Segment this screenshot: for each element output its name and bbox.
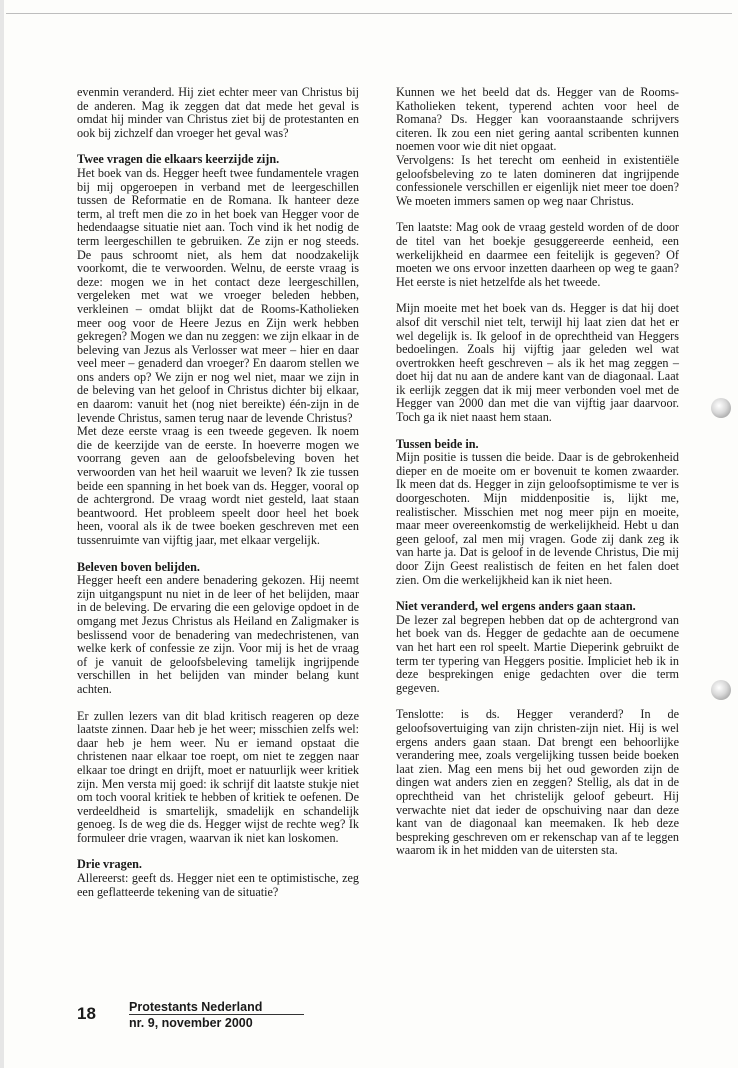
paragraph: De lezer zal begrepen hebben dat op de achtergrond van het boek van ds. Hegger de gedachte aan de oecumene van het hart een rol speelt. Martie Dieperink gebruikt de term ter typering van Heggers positie. Impliciet heb ik in deze besprekingen enige gedachten over die term gegeven. [396, 612, 679, 695]
right-column [396, 86, 679, 871]
section-heading-drie-vragen: Drie vragen. [77, 857, 142, 872]
left-column [77, 86, 359, 912]
intro-paragraph: evenmin veranderd. Hij ziet echter meer van Christus bij de anderen. Mag ik zeggen dat dat mede het geval is omdat hij minder van Christus ziet bij de protestanten en ook bij zichzelf dan vroeger het geval was? [77, 85, 359, 140]
scan-left-edge [0, 0, 4, 1068]
publication-issue: nr. 9, november 2000 [129, 1016, 253, 1030]
paragraph: Er zullen lezers van dit blad kritisch reageren op deze laatste zinnen. Daar heb je het weer; misschien zelfs wel: daar heb je hem weer. Nu er iemand opstaat die christenen naar elkaar toe roept, om niet te zeggen naar elkaar toe dringt en drijft, moet er natuurlijk weer kritiek zijn. Men versta mij goed: ik schrijf dit laatste stukje niet om toch vooral kritiek te hebben of kritiek te oefenen. De verdeeldheid is smartelijk, smadelijk en schandelijk genoeg. Is de weg die ds. Hegger wijst de rechte weg? Ik formuleer drie vragen, waarvan ik niet kan loskomen. [77, 708, 359, 845]
footer-rule [129, 1014, 304, 1015]
section-heading-tussen-beide: Tussen beide in. [396, 436, 479, 451]
punch-hole-upper [711, 398, 731, 418]
paragraph: Het boek van ds. Hegger heeft twee fundamentele vragen bij mij opgeroepen in verband met de leergeschillen tussen de Reformatie en de Romana. Ik hanteer deze term, al treft men die zo in het boek van Hegger voor de hedendaagse situatie niet aan. Toch vind ik het nodig de term leergeschillen te gebruiken. Ze zijn er nog steeds. De paus schroomt niet, als hem dat noodzakelijk voorkomt, die te verwoorden. Welnu, de eerste vraag is deze: mogen we in het contact deze leergeschillen, vergeleken met wat we vroeger beleden hebben, verkleinen – omdat blijkt dat de Rooms-Katholieken meer oog voor de Heere Jezus en Zijn werk hebben gekregen? Mogen we dan nu zeggen: we zijn elkaar in de beleving van Jezus als Verlosser wat meer – hier en daar veel meer – genaderd dan vroeger? En daarom stellen we ons anders op? We zijn er nog wel niet, maar we zijn in de beleving van het geloof in Christus dichter bij elkaar, en daarom: vanuit het (nog niet bereikte) één-zijn in de levende Christus, samen terug naar de levende Christus? [77, 165, 359, 425]
paragraph: Hegger heeft een andere benadering gekozen. Hij neemt zijn uitgangspunt nu niet in de leer of het belijden, maar in de beleving. De ervaring die een gelovige opdoet in de omgang met Jezus Christus als Heiland en Zaligmaker is beslissend voor de benadering van medechristenen, van welke kerk of confessie ze zijn. Voor mij is het de vraag of je vanuit de geloofsbeleving tamelijk ingrijpende verschillen in het belijden van minder belang kunt achten. [77, 573, 359, 696]
paragraph: Mijn positie is tussen die beide. Daar is de gebrokenheid dieper en de moeite om er bovenuit te komen zwaarder. Ik meen dat ds. Hegger in zijn geloofsoptimisme te ver is doorgeschoten. Mijn middenpositie is, lijkt me, realistischer. Misschien met nog meer pijn en moeite, maar meer overeenkomstig de werkelijkheid. Hebt u dan geen geloof, zal men mij vragen. Gode zij dank zeg ik van harte ja. Dat is geloof in de levende Christus, Die mij door Zijn Geest realistisch de feiten en het falen doet zien. Om die werkelijkheid kan ik niet heen. [396, 450, 679, 587]
page-number: 18 [77, 1004, 96, 1023]
paragraph: Vervolgens: Is het terecht om eenheid in existentiële geloofsbeleving zo te laten domineren dat ingrijpende confessionele verschillen er eigenlijk niet meer toe doen? We moeten immers samen op weg naar Christus. [396, 152, 679, 208]
paragraph: Met deze eerste vraag is een tweede gegeven. Ik noem die de keerzijde van de eerste. In hoeverre mogen we voorrang geven aan de geloofsbeleving boven het verwoorden van het heil waaruit we leven? Ik zie tussen beide een spanning in het boek van ds. Hegger, vooral op de achtergrond. De vraag wordt niet gesteld, laat staan beantwoord. Het probleem speelt door heel het boek heen, vooral als ik de twee boeken geschreven met een tussenruimte van vijftig jaar, met elkaar vergelijk. [77, 424, 359, 547]
section-heading-beleven: Beleven boven belijden. [77, 559, 200, 574]
paragraph: Allereerst: geeft ds. Hegger niet een te optimistische, zeg een geflatteerde tekening van de situatie? [77, 871, 359, 899]
section-heading-niet-veranderd: Niet veranderd, wel ergens anders gaan staan. [396, 599, 636, 614]
paragraph: Mijn moeite met het boek van ds. Hegger is dat hij doet alsof dit verschil niet telt, terwijl hij laat zien dat het er wel degelijk is. Ik geloof in de oprechtheid van Heggers bedoelingen. Zoals hij vijftig jaar geleden wel wat overtrokken heeft geschreven – als ik het mag zeggen – doet hij dat nu aan de andere kant van de diagonaal. Laat ik eerlijk zeggen dat ik mij meer verbonden voel met de Hegger van 2000 dan met die van vijftig jaar daarvoor. Toch ga ik niet naast hem staan. [396, 301, 679, 425]
publication-name: Protestants Nederland [129, 1000, 263, 1014]
section-heading-twee-vragen: Twee vragen die elkaars keerzijde zijn. [77, 152, 280, 167]
punch-hole-lower [711, 680, 731, 700]
top-rule [6, 13, 732, 14]
paragraph: Ten laatste: Mag ook de vraag gesteld worden of de door de titel van het boekje gesuggereerde eenheid, een werkelijkheid en daarmee een feitelijk is gegeven? Of moeten we ons ervoor inzetten daarheen op weg te gaan? Het eerste is niet hetzelfde als het tweede. [396, 220, 679, 289]
paragraph: Tenslotte: is ds. Hegger veranderd? In de geloofsovertuiging van zijn christen-zijn niet. Hij is wel ergens anders gaan staan. Dat brengt een behoorlijke verandering mee, zoals vergelijking tussen beide boeken laat zien. Mag een mens bij het oud geworden zijn de dingen wat anders zien en zeggen? Stellig, als dat in de oprechtheid van het christelijk geloof gebeurt. Hij verwachte niet dat ieder de opschuiving naar dan deze kant van de diagonaal kan meemaken. Ik heb deze bespreking geschreven om er rekenschap van af te leggen waarom ik in het midden van de uitersten sta. [396, 707, 679, 858]
paragraph: Kunnen we het beeld dat ds. Hegger van de Rooms-Katholieken tekent, typerend achten voor heel de Romana? Ds. Hegger kan vooraanstaande schrijvers citeren. Ik zou een niet gering aantal scribenten kunnen noemen voor wie dit niet opgaat. [396, 85, 679, 154]
